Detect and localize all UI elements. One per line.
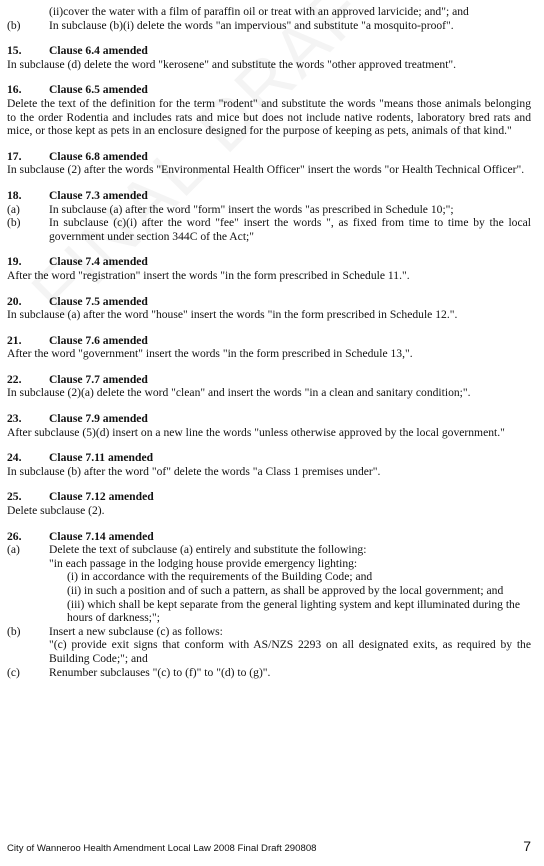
item-text: Insert a new subclause (c) as follows: xyxy=(49,624,223,638)
clause-title: Clause 7.7 amended xyxy=(49,372,148,386)
clause-21-text: After the word "government" insert the words "in the form prescribed in Schedule 13,". xyxy=(7,347,413,361)
clause-number: 22. xyxy=(7,372,22,386)
item-text: In subclause (c)(i) after the word "fee" insert the words ", as fixed from time to time by the local government under section 344C of the Act;" xyxy=(49,216,531,243)
item-text: In subclause (b)(i) delete the words "an impervious" and substitute "a mosquito-proof". xyxy=(49,18,454,32)
clause-24-text: In subclause (b) after the word "of" delete the words "a Class 1 premises under". xyxy=(7,464,381,478)
clause-number: 15. xyxy=(7,44,22,58)
item-label: (b) xyxy=(7,624,21,638)
clause-18-heading xyxy=(7,189,531,203)
clause-19-text: After the word "registration" insert the words "in the form prescribed in Schedule 11.". xyxy=(7,268,410,282)
clause-number: 24. xyxy=(7,451,22,465)
clause-21-heading xyxy=(7,334,531,348)
clause-20-heading xyxy=(7,295,531,309)
item-text: In subclause (a) after the word "form" insert the words "as prescribed in Schedule 10;"; xyxy=(49,202,454,216)
clause-16-heading xyxy=(7,83,531,97)
clause-title: Clause 7.14 amended xyxy=(49,529,154,543)
clause-18-item-b xyxy=(7,216,531,243)
clause-26-item-c xyxy=(7,666,531,680)
clause-20-text: In subclause (a) after the word "house" insert the words "in the form prescribed in Schedule 12.". xyxy=(7,308,458,322)
clause-15-text: In subclause (d) delete the word "kerosene" and substitute the words "other approved treatment". xyxy=(7,57,457,71)
item-label: (c) xyxy=(7,665,20,679)
clause-18-item-a xyxy=(7,203,531,217)
clause-23-text: After subclause (5)(d) insert on a new line the words "unless otherwise approved by the local government." xyxy=(7,425,505,439)
clause-22-heading xyxy=(7,373,531,387)
clause-title: Clause 6.4 amended xyxy=(49,44,148,58)
clause-title: Clause 7.4 amended xyxy=(49,255,148,269)
clause-16-text: Delete the text of the definition for the term "rodent" and substitute the words "means those animals belonging to the order Rodentia and includes rats and mice but does not include native rodents, laboratory bred rats and mice, or those kept as pets in an enclosure designed for the purpose of keeping as pets, animals of that kind." xyxy=(7,96,531,138)
clause-24-heading xyxy=(7,451,531,465)
clause-23-heading xyxy=(7,412,531,426)
clause-25-heading xyxy=(7,490,531,504)
item-label: (b) xyxy=(7,18,21,32)
clause-number: 21. xyxy=(7,333,22,347)
clause-title: Clause 6.5 amended xyxy=(49,83,148,97)
clause-number: 25. xyxy=(7,490,22,504)
sub-item-iii: (iii) which shall be kept separate from the general lighting system and kept illuminated during the hours of darkness;"; xyxy=(67,597,520,625)
quoted-text: "(c) provide exit signs that conform with AS/NZS 2293 on all designated exits, as required by the Building Code;"; and xyxy=(49,638,531,665)
clause-19-heading xyxy=(7,255,531,269)
clause-26-item-b xyxy=(7,625,531,639)
continued-item-ii: (ii)cover the water with a film of paraffin oil or treat with an approved larvicide; and"; and xyxy=(49,5,469,18)
clause-15-heading xyxy=(7,44,531,58)
item-b xyxy=(7,19,531,33)
page-footer xyxy=(7,838,531,856)
clause-number: 20. xyxy=(7,294,22,308)
page-number: 7 xyxy=(523,838,531,854)
clause-title: Clause 7.9 amended xyxy=(49,412,148,426)
quoted-text: "in each passage in the lodging house provide emergency lighting: xyxy=(49,556,358,570)
item-label: (b) xyxy=(7,216,21,230)
clause-17-heading xyxy=(7,150,531,164)
footer-text: City of Wanneroo Health Amendment Local Law 2008 Final Draft 290808 xyxy=(7,843,317,854)
sub-item-ii: (ii) in such a position and of such a pattern, as shall be approved by the local government; and xyxy=(67,584,504,597)
clause-26-heading xyxy=(7,530,531,544)
item-label: (a) xyxy=(7,543,20,557)
clause-number: 19. xyxy=(7,255,22,269)
document-page xyxy=(7,5,531,679)
clause-title: Clause 7.11 amended xyxy=(49,451,154,465)
clause-title: Clause 7.12 amended xyxy=(49,490,154,504)
clause-26-item-a xyxy=(7,543,531,557)
item-text: Delete the text of subclause (a) entirely and substitute the following: xyxy=(49,543,367,557)
clause-number: 23. xyxy=(7,412,22,426)
clause-22-text: In subclause (2)(a) delete the word "clean" and insert the words "in a clean and sanitary condition;". xyxy=(7,386,471,400)
clause-number: 26. xyxy=(7,529,22,543)
clause-number: 17. xyxy=(7,149,22,163)
clause-17-text: In subclause (2) after the words "Environmental Health Officer" insert the words "or Health Technical Officer". xyxy=(7,163,525,177)
item-label: (a) xyxy=(7,202,20,216)
clause-title: Clause 7.3 amended xyxy=(49,188,148,202)
clause-title: Clause 7.6 amended xyxy=(49,333,148,347)
clause-title: Clause 7.5 amended xyxy=(49,294,148,308)
clause-number: 16. xyxy=(7,83,22,97)
clause-title: Clause 6.8 amended xyxy=(49,149,148,163)
sub-item-i: (i) in accordance with the requirements of the Building Code; and xyxy=(67,570,373,584)
clause-25-text: Delete subclause (2). xyxy=(7,504,105,518)
item-text: Renumber subclauses "(c) to (f)" to "(d) to (g)". xyxy=(49,665,271,679)
clause-number: 18. xyxy=(7,188,22,202)
